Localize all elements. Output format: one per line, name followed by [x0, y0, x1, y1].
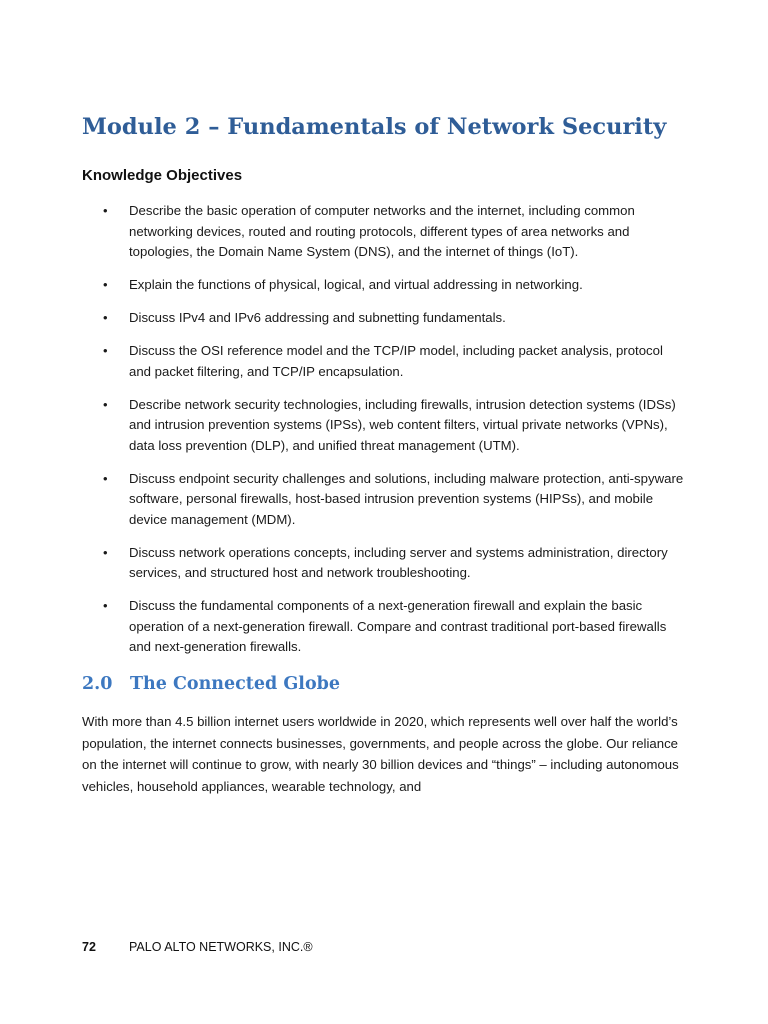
- module-title: Module 2 – Fundamentals of Network Security: [82, 114, 667, 140]
- body-paragraph: With more than 4.5 billion internet users worldwide in 2020, which represents well over half the world’s population, the internet connects businesses, governments, and people across the globe. Our reliance on the internet will continue to grow, with nearly 30 billion devices and “things” – including autonomous vehicles, household appliances, wearable technology, and: [82, 714, 679, 794]
- objective-item: [0, 543, 685, 584]
- bullet-icon: •: [103, 598, 108, 613]
- objective-text: Discuss network operations concepts, including server and systems administration, directory services, and structured host and network troubleshooting.: [129, 544, 668, 580]
- objective-item: [0, 201, 685, 263]
- objective-item: [0, 341, 685, 382]
- objective-item: [0, 275, 685, 296]
- page-number: 72: [82, 940, 96, 954]
- bullet-icon: •: [103, 203, 108, 218]
- section-title: The Connected Globe: [130, 674, 340, 694]
- objective-item: [0, 308, 685, 329]
- objective-text: Explain the functions of physical, logical, and virtual addressing in networking.: [129, 277, 583, 292]
- objective-text: Discuss the OSI reference model and the TCP/IP model, including packet analysis, protocol and packet filtering, and TCP/IP encapsulation.: [129, 343, 663, 379]
- objective-item: [0, 395, 685, 457]
- objective-text: Discuss the fundamental components of a next-generation firewall and explain the basic operation of a next-generation firewall. Compare and contrast traditional port-based firewalls and next-generation firewalls.: [129, 598, 667, 654]
- objective-item: [0, 596, 685, 658]
- publisher-name: PALO ALTO NETWORKS, INC.®: [129, 940, 313, 954]
- objective-item: [0, 469, 685, 531]
- bullet-icon: •: [103, 310, 108, 325]
- objective-text: Discuss endpoint security challenges and solutions, including malware protection, anti-spyware software, personal firewalls, host-based intrusion prevention systems (HIPSs), and mobile device management (MDM).: [129, 470, 684, 527]
- objective-text: Discuss IPv4 and IPv6 addressing and subnetting fundamentals.: [129, 310, 506, 325]
- bullet-icon: •: [103, 343, 108, 358]
- bullet-icon: •: [103, 470, 108, 486]
- bullet-icon: •: [103, 277, 108, 292]
- objective-text: Describe the basic operation of computer networks and the internet, including common networking devices, routed and routing protocols, different types of area networks and topologies, the Domain Name System (DNS), and the internet of things (IoT).: [129, 203, 635, 259]
- objective-text: Describe network security technologies, including firewalls, intrusion detection systems (IDSs) and intrusion prevention systems (IPSs), web content filters, virtual private networks (VPNs), data loss prevention (DLP), and unified threat management (UTM).: [129, 396, 676, 453]
- bullet-icon: •: [103, 396, 108, 412]
- section-number: 2.0: [82, 674, 113, 694]
- knowledge-objectives-heading: Knowledge Objectives: [82, 167, 243, 184]
- page-footer: [82, 940, 313, 954]
- objectives-list: [0, 201, 768, 670]
- section-heading: [82, 674, 340, 694]
- bullet-icon: •: [103, 544, 108, 560]
